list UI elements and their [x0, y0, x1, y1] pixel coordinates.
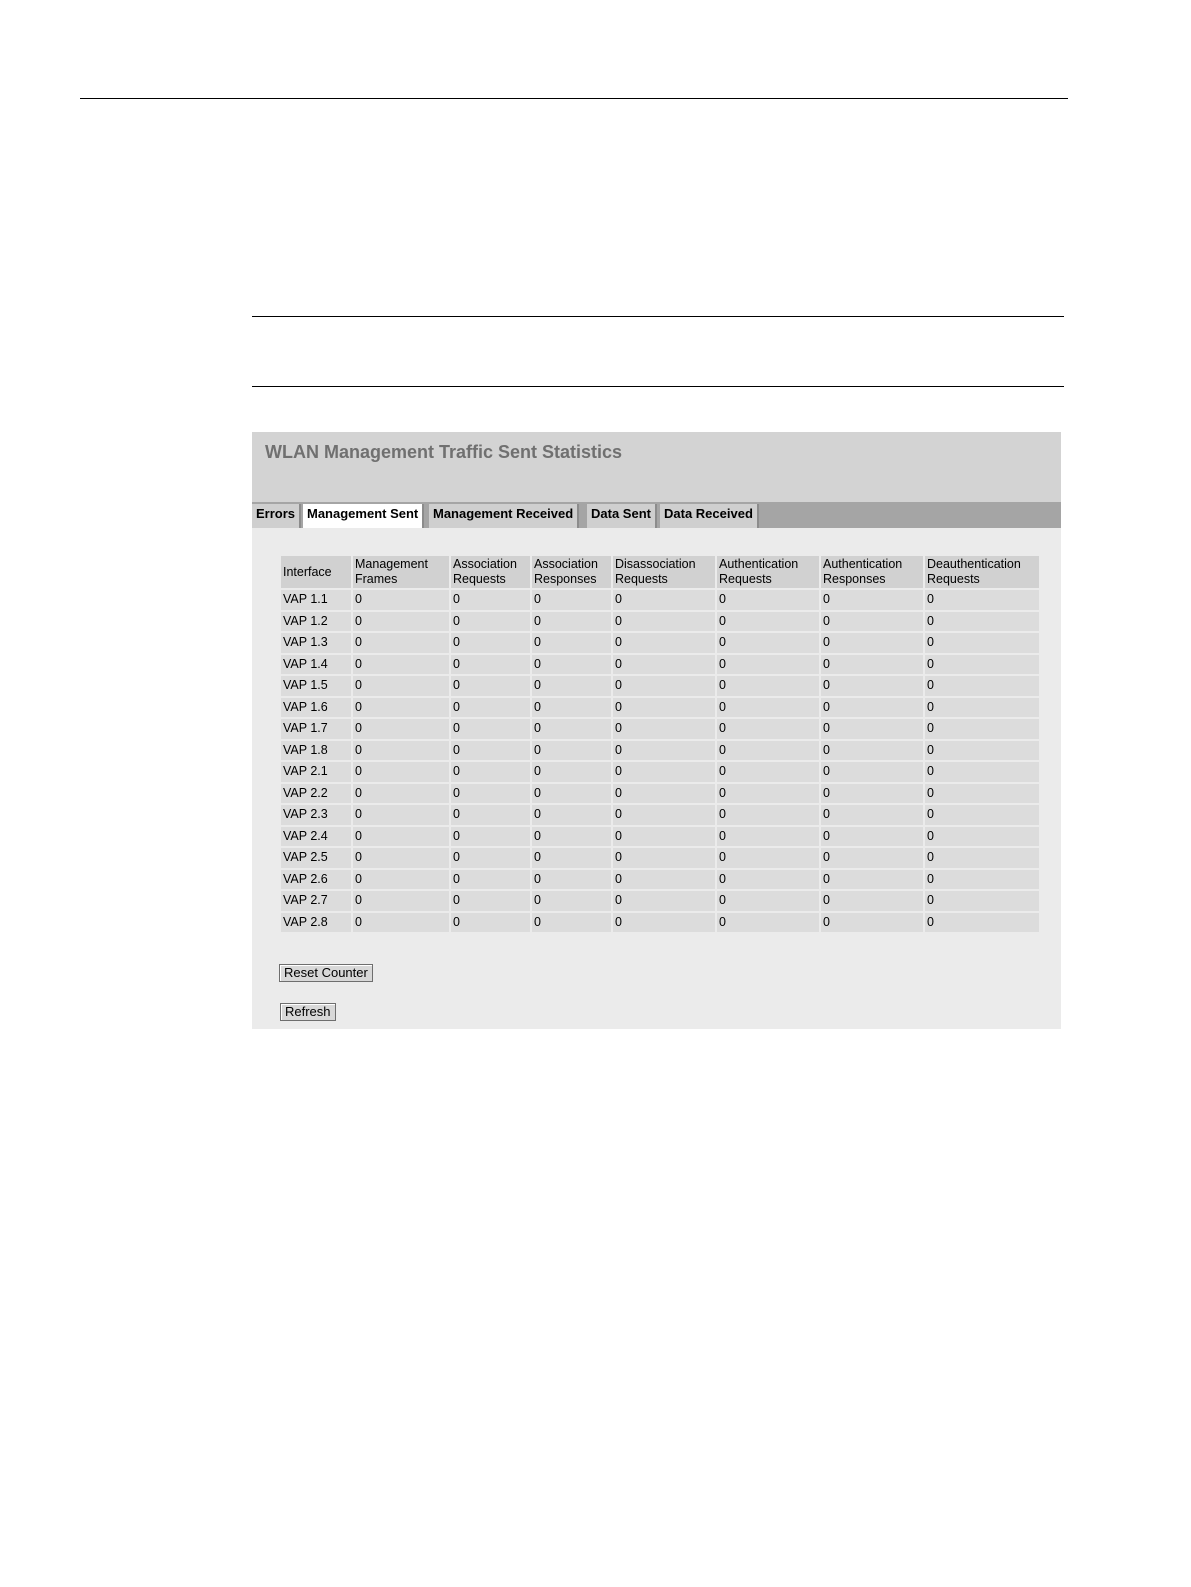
counter-cell: 0 [613, 719, 715, 739]
counter-cell: 0 [925, 891, 1039, 911]
counter-cell: 0 [532, 698, 611, 718]
column-header-label: Responses [823, 572, 886, 586]
counter-cell: 0 [925, 741, 1039, 761]
counter-cell: 0 [353, 655, 449, 675]
interface-cell: VAP 2.5 [281, 848, 351, 868]
column-header-label: Interface [283, 564, 332, 579]
counter-cell: 0 [613, 633, 715, 653]
column-header-label: Requests [615, 572, 668, 586]
counter-cell: 0 [821, 827, 923, 847]
counter-cell: 0 [925, 762, 1039, 782]
counter-cell: 0 [613, 870, 715, 890]
counter-cell: 0 [451, 762, 530, 782]
counter-cell: 0 [353, 741, 449, 761]
column-header [532, 556, 611, 588]
table-row [281, 805, 1039, 825]
counter-cell: 0 [925, 870, 1039, 890]
counter-cell: 0 [717, 870, 819, 890]
counter-cell: 0 [821, 719, 923, 739]
counter-cell: 0 [925, 827, 1039, 847]
counter-cell: 0 [821, 784, 923, 804]
column-header [821, 556, 923, 588]
column-header-label: Frames [355, 572, 398, 586]
counter-cell: 0 [821, 698, 923, 718]
counter-cell: 0 [925, 719, 1039, 739]
counter-cell: 0 [613, 913, 715, 933]
counter-cell: 0 [925, 590, 1039, 610]
counter-cell: 0 [532, 655, 611, 675]
counter-cell: 0 [717, 676, 819, 696]
table-row [281, 891, 1039, 911]
counter-cell: 0 [821, 655, 923, 675]
counter-cell: 0 [353, 827, 449, 847]
counter-cell: 0 [613, 784, 715, 804]
column-header [613, 556, 715, 588]
counter-cell: 0 [451, 612, 530, 632]
counter-cell: 0 [613, 741, 715, 761]
counter-cell: 0 [451, 913, 530, 933]
column-header-label: Association [534, 557, 598, 571]
counter-cell: 0 [532, 805, 611, 825]
tab-data-received[interactable]: Data Received [660, 504, 759, 528]
column-header-label: Management [355, 557, 428, 571]
table-header-row [281, 556, 1039, 588]
column-header-label: Requests [927, 572, 980, 586]
counter-cell: 0 [821, 870, 923, 890]
counter-cell: 0 [613, 655, 715, 675]
counter-cell: 0 [451, 655, 530, 675]
counter-cell: 0 [532, 633, 611, 653]
table-row [281, 655, 1039, 675]
counter-cell: 0 [353, 891, 449, 911]
counter-cell: 0 [532, 741, 611, 761]
counter-cell: 0 [532, 784, 611, 804]
tab-bar [252, 502, 1061, 528]
table-row [281, 633, 1039, 653]
counter-cell: 0 [925, 848, 1039, 868]
counter-cell: 0 [925, 612, 1039, 632]
counter-cell: 0 [532, 719, 611, 739]
counter-cell: 0 [925, 676, 1039, 696]
counter-cell: 0 [717, 612, 819, 632]
counter-cell: 0 [717, 805, 819, 825]
table-header [281, 556, 1039, 588]
counter-cell: 0 [821, 676, 923, 696]
interface-cell: VAP 2.4 [281, 827, 351, 847]
counter-cell: 0 [821, 913, 923, 933]
note-bottom-rule [252, 386, 1064, 387]
column-header-label: Requests [453, 572, 506, 586]
table-row [281, 762, 1039, 782]
counter-cell: 0 [451, 870, 530, 890]
counter-cell: 0 [717, 741, 819, 761]
counter-cell: 0 [451, 805, 530, 825]
counter-cell: 0 [717, 655, 819, 675]
tab-errors[interactable]: Errors [252, 504, 301, 528]
counter-cell: 0 [353, 612, 449, 632]
counter-cell: 0 [821, 805, 923, 825]
counter-cell: 0 [532, 676, 611, 696]
interface-cell: VAP 1.7 [281, 719, 351, 739]
panel-header [252, 432, 1061, 502]
counter-cell: 0 [353, 913, 449, 933]
counter-cell: 0 [821, 891, 923, 911]
counter-cell: 0 [532, 827, 611, 847]
counter-cell: 0 [532, 762, 611, 782]
interface-cell: VAP 1.2 [281, 612, 351, 632]
counter-cell: 0 [925, 655, 1039, 675]
column-header-label: Association [453, 557, 517, 571]
column-header [353, 556, 449, 588]
counter-cell: 0 [717, 698, 819, 718]
counter-cell: 0 [613, 612, 715, 632]
table-row [281, 784, 1039, 804]
counter-cell: 0 [451, 784, 530, 804]
column-header-label: Responses [534, 572, 597, 586]
note-top-rule [252, 316, 1064, 317]
interface-cell: VAP 2.8 [281, 913, 351, 933]
table-row [281, 827, 1039, 847]
counter-cell: 0 [613, 848, 715, 868]
counter-cell: 0 [353, 805, 449, 825]
counter-cell: 0 [353, 719, 449, 739]
page-title: WLAN Management Traffic Sent Statistics [265, 442, 623, 462]
column-header-label: Authentication [823, 557, 903, 571]
counter-cell: 0 [451, 827, 530, 847]
counter-cell: 0 [532, 870, 611, 890]
counter-cell: 0 [925, 784, 1039, 804]
interface-cell: VAP 2.7 [281, 891, 351, 911]
statistics-table [279, 554, 1041, 934]
counter-cell: 0 [925, 698, 1039, 718]
table-row [281, 612, 1039, 632]
interface-cell: VAP 1.4 [281, 655, 351, 675]
interface-cell: VAP 1.5 [281, 676, 351, 696]
counter-cell: 0 [532, 612, 611, 632]
interface-cell: VAP 2.1 [281, 762, 351, 782]
counter-cell: 0 [451, 848, 530, 868]
counter-cell: 0 [613, 698, 715, 718]
counter-cell: 0 [353, 762, 449, 782]
counter-cell: 0 [717, 827, 819, 847]
table-body [281, 590, 1039, 932]
counter-cell: 0 [821, 633, 923, 653]
table-row [281, 698, 1039, 718]
table-row [281, 719, 1039, 739]
column-header-label: Deauthentication [927, 557, 1021, 571]
column-header [451, 556, 530, 588]
column-header-label: Authentication [719, 557, 799, 571]
reset-counter-button[interactable]: Reset Counter [279, 964, 373, 982]
counter-cell: 0 [613, 891, 715, 911]
counter-cell: 0 [353, 676, 449, 696]
column-header-label: Disassociation [615, 557, 696, 571]
counter-cell: 0 [613, 827, 715, 847]
counter-cell: 0 [532, 590, 611, 610]
table-row [281, 741, 1039, 761]
counter-cell: 0 [353, 590, 449, 610]
counter-cell: 0 [821, 590, 923, 610]
interface-cell: VAP 1.6 [281, 698, 351, 718]
tab-management-received[interactable]: Management Received [429, 504, 579, 528]
counter-cell: 0 [353, 870, 449, 890]
counter-cell: 0 [353, 698, 449, 718]
counter-cell: 0 [925, 913, 1039, 933]
counter-cell: 0 [532, 891, 611, 911]
counter-cell: 0 [613, 805, 715, 825]
tab-management-sent[interactable]: Management Sent [303, 504, 424, 528]
counter-cell: 0 [451, 633, 530, 653]
interface-cell: VAP 1.1 [281, 590, 351, 610]
counter-cell: 0 [451, 698, 530, 718]
counter-cell: 0 [717, 784, 819, 804]
column-header [281, 556, 351, 588]
counter-cell: 0 [451, 741, 530, 761]
counter-cell: 0 [821, 848, 923, 868]
interface-cell: VAP 1.8 [281, 741, 351, 761]
tab-data-sent[interactable]: Data Sent [587, 504, 657, 528]
counter-cell: 0 [717, 719, 819, 739]
column-header [925, 556, 1039, 588]
counter-cell: 0 [451, 590, 530, 610]
counter-cell: 0 [717, 891, 819, 911]
counter-cell: 0 [532, 913, 611, 933]
counter-cell: 0 [717, 848, 819, 868]
table-row [281, 676, 1039, 696]
counter-cell: 0 [717, 633, 819, 653]
refresh-button[interactable]: Refresh [280, 1003, 336, 1021]
counter-cell: 0 [717, 762, 819, 782]
interface-cell: VAP 2.3 [281, 805, 351, 825]
counter-cell: 0 [353, 784, 449, 804]
counter-cell: 0 [717, 590, 819, 610]
table-row [281, 848, 1039, 868]
counter-cell: 0 [821, 612, 923, 632]
counter-cell: 0 [451, 891, 530, 911]
table-row [281, 913, 1039, 933]
interface-cell: VAP 2.2 [281, 784, 351, 804]
counter-cell: 0 [532, 848, 611, 868]
counter-cell: 0 [613, 762, 715, 782]
counter-cell: 0 [451, 676, 530, 696]
interface-cell: VAP 1.3 [281, 633, 351, 653]
counter-cell: 0 [613, 676, 715, 696]
column-header [717, 556, 819, 588]
interface-cell: VAP 2.6 [281, 870, 351, 890]
table-row [281, 870, 1039, 890]
counter-cell: 0 [717, 913, 819, 933]
page-header-rule [80, 98, 1068, 99]
counter-cell: 0 [925, 633, 1039, 653]
column-header-label: Requests [719, 572, 772, 586]
table-row [281, 590, 1039, 610]
counter-cell: 0 [821, 741, 923, 761]
counter-cell: 0 [353, 633, 449, 653]
counter-cell: 0 [821, 762, 923, 782]
statistics-panel [252, 432, 1061, 1029]
counter-cell: 0 [451, 719, 530, 739]
counter-cell: 0 [613, 590, 715, 610]
counter-cell: 0 [353, 848, 449, 868]
counter-cell: 0 [925, 805, 1039, 825]
